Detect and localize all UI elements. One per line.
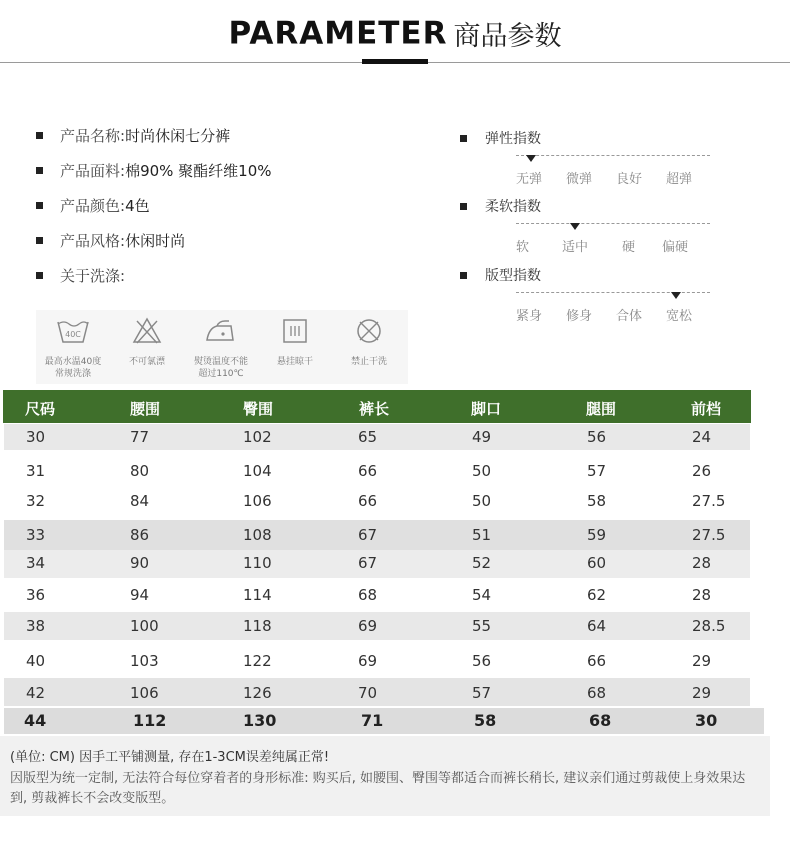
bullet-square-icon bbox=[36, 202, 43, 209]
table-cell: 59 bbox=[587, 526, 607, 544]
info-label: 产品面料: bbox=[60, 162, 126, 180]
table-cell: 56 bbox=[472, 652, 492, 670]
table-cell: 55 bbox=[472, 617, 492, 635]
table-cell: 104 bbox=[243, 462, 272, 480]
info-value: 4色 bbox=[125, 197, 150, 215]
table-row bbox=[0, 678, 790, 706]
care-text: 最高水温40度 常规洗涤 bbox=[44, 357, 102, 379]
table-cell: 66 bbox=[587, 652, 607, 670]
care-item-hang-dry bbox=[258, 310, 332, 384]
title-english: PARAMETER bbox=[228, 15, 448, 52]
table-cell: 71 bbox=[361, 711, 384, 730]
info-row-washing bbox=[36, 258, 436, 293]
table-cell: 69 bbox=[358, 617, 378, 635]
care-text: 熨烫温度不能 超过110℃ bbox=[193, 357, 248, 379]
table-cell: 28 bbox=[692, 586, 712, 604]
bullet-square-icon bbox=[460, 135, 467, 142]
index-title: 弹性指数 bbox=[485, 131, 541, 147]
table-cell: 118 bbox=[243, 617, 272, 635]
title-chinese: 商品参数 bbox=[453, 21, 562, 52]
column-header: 前档 bbox=[691, 400, 722, 418]
index-option: 适中 bbox=[562, 240, 589, 255]
index-option: 偏硬 bbox=[662, 240, 689, 255]
index-option: 良好 bbox=[616, 172, 643, 187]
table-cell: 108 bbox=[243, 526, 272, 544]
fit-advice-note: 因版型为统一定制, 无法符合每位穿着者的身形标准: 购买后, 如腰围、臀围等都适合而裤长稍长, 建议亲们通过剪裁使上身效果达到, 剪裁裤长不会改变版型。 bbox=[10, 771, 746, 806]
table-cell: 57 bbox=[587, 462, 607, 480]
table-cell: 65 bbox=[358, 428, 378, 446]
unit-note: (单位: CM) 因手工平铺测量, 存在1-3CM误差纯属正常! bbox=[10, 750, 330, 765]
care-item-dry-clean bbox=[332, 310, 406, 384]
index-scale-line bbox=[516, 223, 710, 224]
info-label: 产品名称: bbox=[60, 127, 126, 145]
table-cell: 102 bbox=[243, 428, 272, 446]
table-cell: 122 bbox=[243, 652, 272, 670]
index-option: 微弹 bbox=[566, 172, 593, 187]
table-cell: 68 bbox=[587, 684, 607, 702]
table-cell: 40 bbox=[26, 652, 46, 670]
info-label: 关于洗涤: bbox=[60, 267, 126, 285]
header-accent-bar bbox=[362, 59, 428, 64]
bullet-square-icon bbox=[36, 237, 43, 244]
table-cell: 68 bbox=[358, 586, 378, 604]
info-row-style bbox=[36, 223, 436, 258]
table-cell: 77 bbox=[130, 428, 150, 446]
table-cell: 130 bbox=[243, 711, 277, 730]
index-option: 软 bbox=[516, 240, 530, 255]
index-option: 超弹 bbox=[666, 172, 693, 187]
bullet-square-icon bbox=[36, 272, 43, 279]
table-cell: 58 bbox=[474, 711, 497, 730]
table-cell: 86 bbox=[130, 526, 150, 544]
wash-temp-label: 40C bbox=[65, 330, 81, 339]
table-cell: 49 bbox=[472, 428, 492, 446]
info-row-color bbox=[36, 188, 436, 223]
no-dry-clean-icon bbox=[332, 316, 406, 350]
table-cell: 38 bbox=[26, 617, 46, 635]
table-cell: 29 bbox=[692, 684, 712, 702]
index-option: 合体 bbox=[616, 309, 643, 324]
table-cell: 26 bbox=[692, 462, 712, 480]
table-cell: 94 bbox=[130, 586, 150, 604]
product-info-list bbox=[36, 118, 436, 293]
table-cell: 57 bbox=[472, 684, 492, 702]
care-item-wash bbox=[36, 310, 110, 384]
table-cell: 54 bbox=[472, 586, 492, 604]
index-scale-line bbox=[516, 155, 710, 156]
care-text: 禁止干洗 bbox=[350, 357, 387, 367]
no-bleach-icon bbox=[110, 316, 184, 350]
table-cell: 28 bbox=[692, 554, 712, 572]
table-row bbox=[0, 424, 790, 450]
table-cell: 110 bbox=[243, 554, 272, 572]
table-row bbox=[0, 488, 790, 514]
bullet-square-icon bbox=[36, 132, 43, 139]
table-cell: 36 bbox=[26, 586, 46, 604]
bullet-square-icon bbox=[460, 203, 467, 210]
table-cell: 90 bbox=[130, 554, 150, 572]
table-cell: 84 bbox=[130, 492, 150, 510]
measurement-notes bbox=[0, 736, 770, 816]
care-item-bleach bbox=[110, 310, 184, 384]
info-row-fabric bbox=[36, 153, 436, 188]
size-table-header bbox=[3, 390, 751, 423]
table-cell: 24 bbox=[692, 428, 712, 446]
table-cell: 114 bbox=[243, 586, 272, 604]
table-cell: 64 bbox=[587, 617, 607, 635]
table-row bbox=[0, 458, 790, 484]
index-option: 紧身 bbox=[516, 309, 543, 324]
table-cell: 30 bbox=[695, 711, 718, 730]
info-label: 产品风格: bbox=[60, 232, 126, 250]
column-header: 腿围 bbox=[586, 400, 617, 418]
index-option: 无弹 bbox=[516, 172, 543, 187]
column-header: 臀围 bbox=[243, 400, 274, 418]
table-cell: 103 bbox=[130, 652, 159, 670]
table-cell: 32 bbox=[26, 492, 46, 510]
table-cell: 34 bbox=[26, 554, 46, 572]
table-cell: 28.5 bbox=[692, 617, 726, 635]
index-marker-icon bbox=[671, 292, 681, 299]
table-cell: 56 bbox=[587, 428, 607, 446]
index-option: 硬 bbox=[622, 240, 636, 255]
hang-dry-icon bbox=[258, 316, 332, 350]
column-header: 尺码 bbox=[25, 400, 56, 418]
table-row bbox=[0, 708, 790, 734]
index-title: 版型指数 bbox=[485, 268, 541, 284]
info-label: 产品颜色: bbox=[60, 197, 126, 215]
index-marker-icon bbox=[526, 155, 536, 162]
table-cell: 29 bbox=[692, 652, 712, 670]
column-header: 腰围 bbox=[130, 400, 161, 418]
table-cell: 51 bbox=[472, 526, 492, 544]
table-cell: 27.5 bbox=[692, 526, 726, 544]
table-cell: 44 bbox=[24, 711, 47, 730]
wash-40-icon bbox=[36, 316, 110, 350]
index-title: 柔软指数 bbox=[485, 199, 541, 215]
table-row bbox=[0, 582, 790, 610]
table-cell: 58 bbox=[587, 492, 607, 510]
table-cell: 106 bbox=[130, 684, 159, 702]
table-cell: 106 bbox=[243, 492, 272, 510]
table-cell: 33 bbox=[26, 526, 46, 544]
table-cell: 126 bbox=[243, 684, 272, 702]
table-cell: 50 bbox=[472, 492, 492, 510]
index-option: 修身 bbox=[566, 309, 593, 324]
table-cell: 67 bbox=[358, 526, 378, 544]
table-cell: 50 bbox=[472, 462, 492, 480]
table-cell: 68 bbox=[589, 711, 612, 730]
page-header bbox=[0, 0, 790, 72]
index-marker-icon bbox=[570, 223, 580, 230]
care-instructions-panel bbox=[36, 310, 408, 384]
page-title bbox=[0, 14, 790, 53]
table-cell: 69 bbox=[358, 652, 378, 670]
table-cell: 67 bbox=[358, 554, 378, 572]
column-header: 裤长 bbox=[359, 400, 390, 418]
table-cell: 80 bbox=[130, 462, 150, 480]
bullet-square-icon bbox=[460, 272, 467, 279]
table-cell: 60 bbox=[587, 554, 607, 572]
index-option: 宽松 bbox=[666, 309, 693, 324]
table-cell: 112 bbox=[133, 711, 167, 730]
info-value: 棉90% 聚酯纤维10% bbox=[125, 162, 272, 180]
table-cell: 27.5 bbox=[692, 492, 726, 510]
table-cell: 52 bbox=[472, 554, 492, 572]
table-cell: 66 bbox=[358, 462, 378, 480]
info-value: 时尚休闲七分裤 bbox=[125, 127, 231, 145]
table-cell: 42 bbox=[26, 684, 46, 702]
care-text: 悬挂晾干 bbox=[276, 357, 313, 367]
info-value: 休闲时尚 bbox=[125, 232, 186, 250]
column-header: 脚口 bbox=[471, 400, 502, 418]
care-item-iron bbox=[184, 310, 258, 384]
table-row bbox=[0, 648, 790, 676]
table-cell: 66 bbox=[358, 492, 378, 510]
table-row bbox=[0, 612, 790, 640]
bullet-square-icon bbox=[36, 167, 43, 174]
care-text: 不可氯漂 bbox=[128, 357, 165, 367]
table-cell: 30 bbox=[26, 428, 46, 446]
table-row bbox=[0, 550, 790, 578]
info-row-name bbox=[36, 118, 436, 153]
table-row bbox=[0, 520, 790, 550]
table-cell: 70 bbox=[358, 684, 378, 702]
table-cell: 62 bbox=[587, 586, 607, 604]
iron-icon bbox=[184, 316, 258, 350]
table-cell: 31 bbox=[26, 462, 46, 480]
table-cell: 100 bbox=[130, 617, 159, 635]
